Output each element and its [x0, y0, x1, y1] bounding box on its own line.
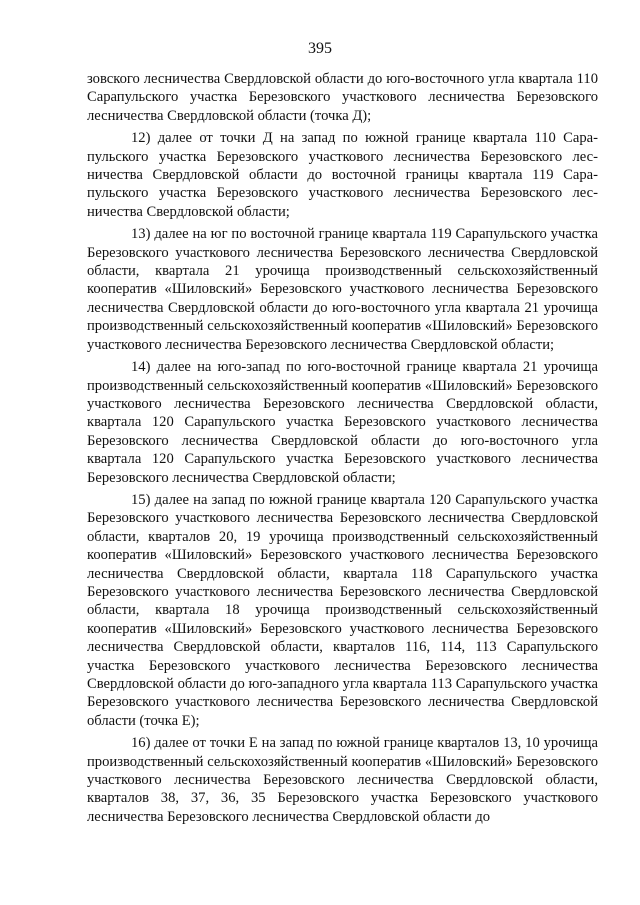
paragraph-continuation: зовского лесничества Свердловской области до юго-восточного угла квартала 110 Сарапульского участка Березовского участкового лесничества Березовского лесничества Свердловской области (точка Д);: [87, 71, 598, 124]
paragraph-item-14: 14) далее на юго-запад по юго-восточной границе квартала 21 урочища производственный сельскохозяйственный кооператив «Шиловский» Березовского участкового лесничества Березовского лесничества Свердловской области, квартала 120 Сарапульского участка Березовского участкового лесничества Березовского лесничества Свердловской области до юго-восточного угла квартала 120 Сарапульского участка Березовского участкового лесничества Березовского лесничества Свердловской области;: [87, 359, 598, 486]
paragraph-item-15: 15) далее на запад по южной границе квартала 120 Сарапульского участка Березовского участкового лесничества Березовского лесничества Свердловской области, кварталов 20, 19 урочища производственный сельскохозяйственный кооператив «Шиловский» Березовского участкового лесничества Березовского лесничества Свердловской области, квартала 118 Сарапульского участка Березовского участкового лесничества Березовского лесничества Свердловской области, квартала 18 урочища производственный сельскохозяйственный кооператив «Шиловский» Березовского участкового лесничества Березовского лесничества Свердловской области, кварталов 116, 114, 113 Сарапульского участка Березовского участкового лесничества Березовского лесничества Свердловской области до юго-западного угла квартала 113 Сарапульского участка Березовского участкового лесничества Березовского лесничества Свердловской области (точка Е);: [87, 491, 598, 729]
paragraph-item-12: 12) далее от точки Д на запад по южной границе квартала 110 Сарапульского участка Березовского участкового лесничества Березовского лесничества Свердловской области до восточной границы квартала 119 Сарапульского участка Березовского участкового лесничества Березовского лесничества Свердловской области;: [87, 130, 598, 220]
page-number: 395: [308, 40, 332, 57]
document-body: [87, 70, 598, 830]
paragraph-item-16: 16) далее от точки Е на запад по южной границе кварталов 13, 10 урочища производственный сельскохозяйственный кооператив «Шиловский» Березовского участкового лесничества Березовского лесничества Свердловской области, кварталов 38, 37, 36, 35 Березовского участка Березовского участкового лесничества Березовского лесничества Свердловской области до: [87, 735, 598, 825]
paragraph-item-13: 13) далее на юг по восточной границе квартала 119 Сарапульского участка Березовского участкового лесничества Березовского лесничества Свердловской области, квартала 21 урочища производственный сельскохозяйственный кооператив «Шиловский» Березовского участкового лесничества Березовского лесничества Свердловской области до юго-восточного угла квартала 21 урочища производственный сельскохозяйственный кооператив «Шиловский» Березовского участкового лесничества Березовского лесничества Свердловской области;: [87, 226, 598, 353]
